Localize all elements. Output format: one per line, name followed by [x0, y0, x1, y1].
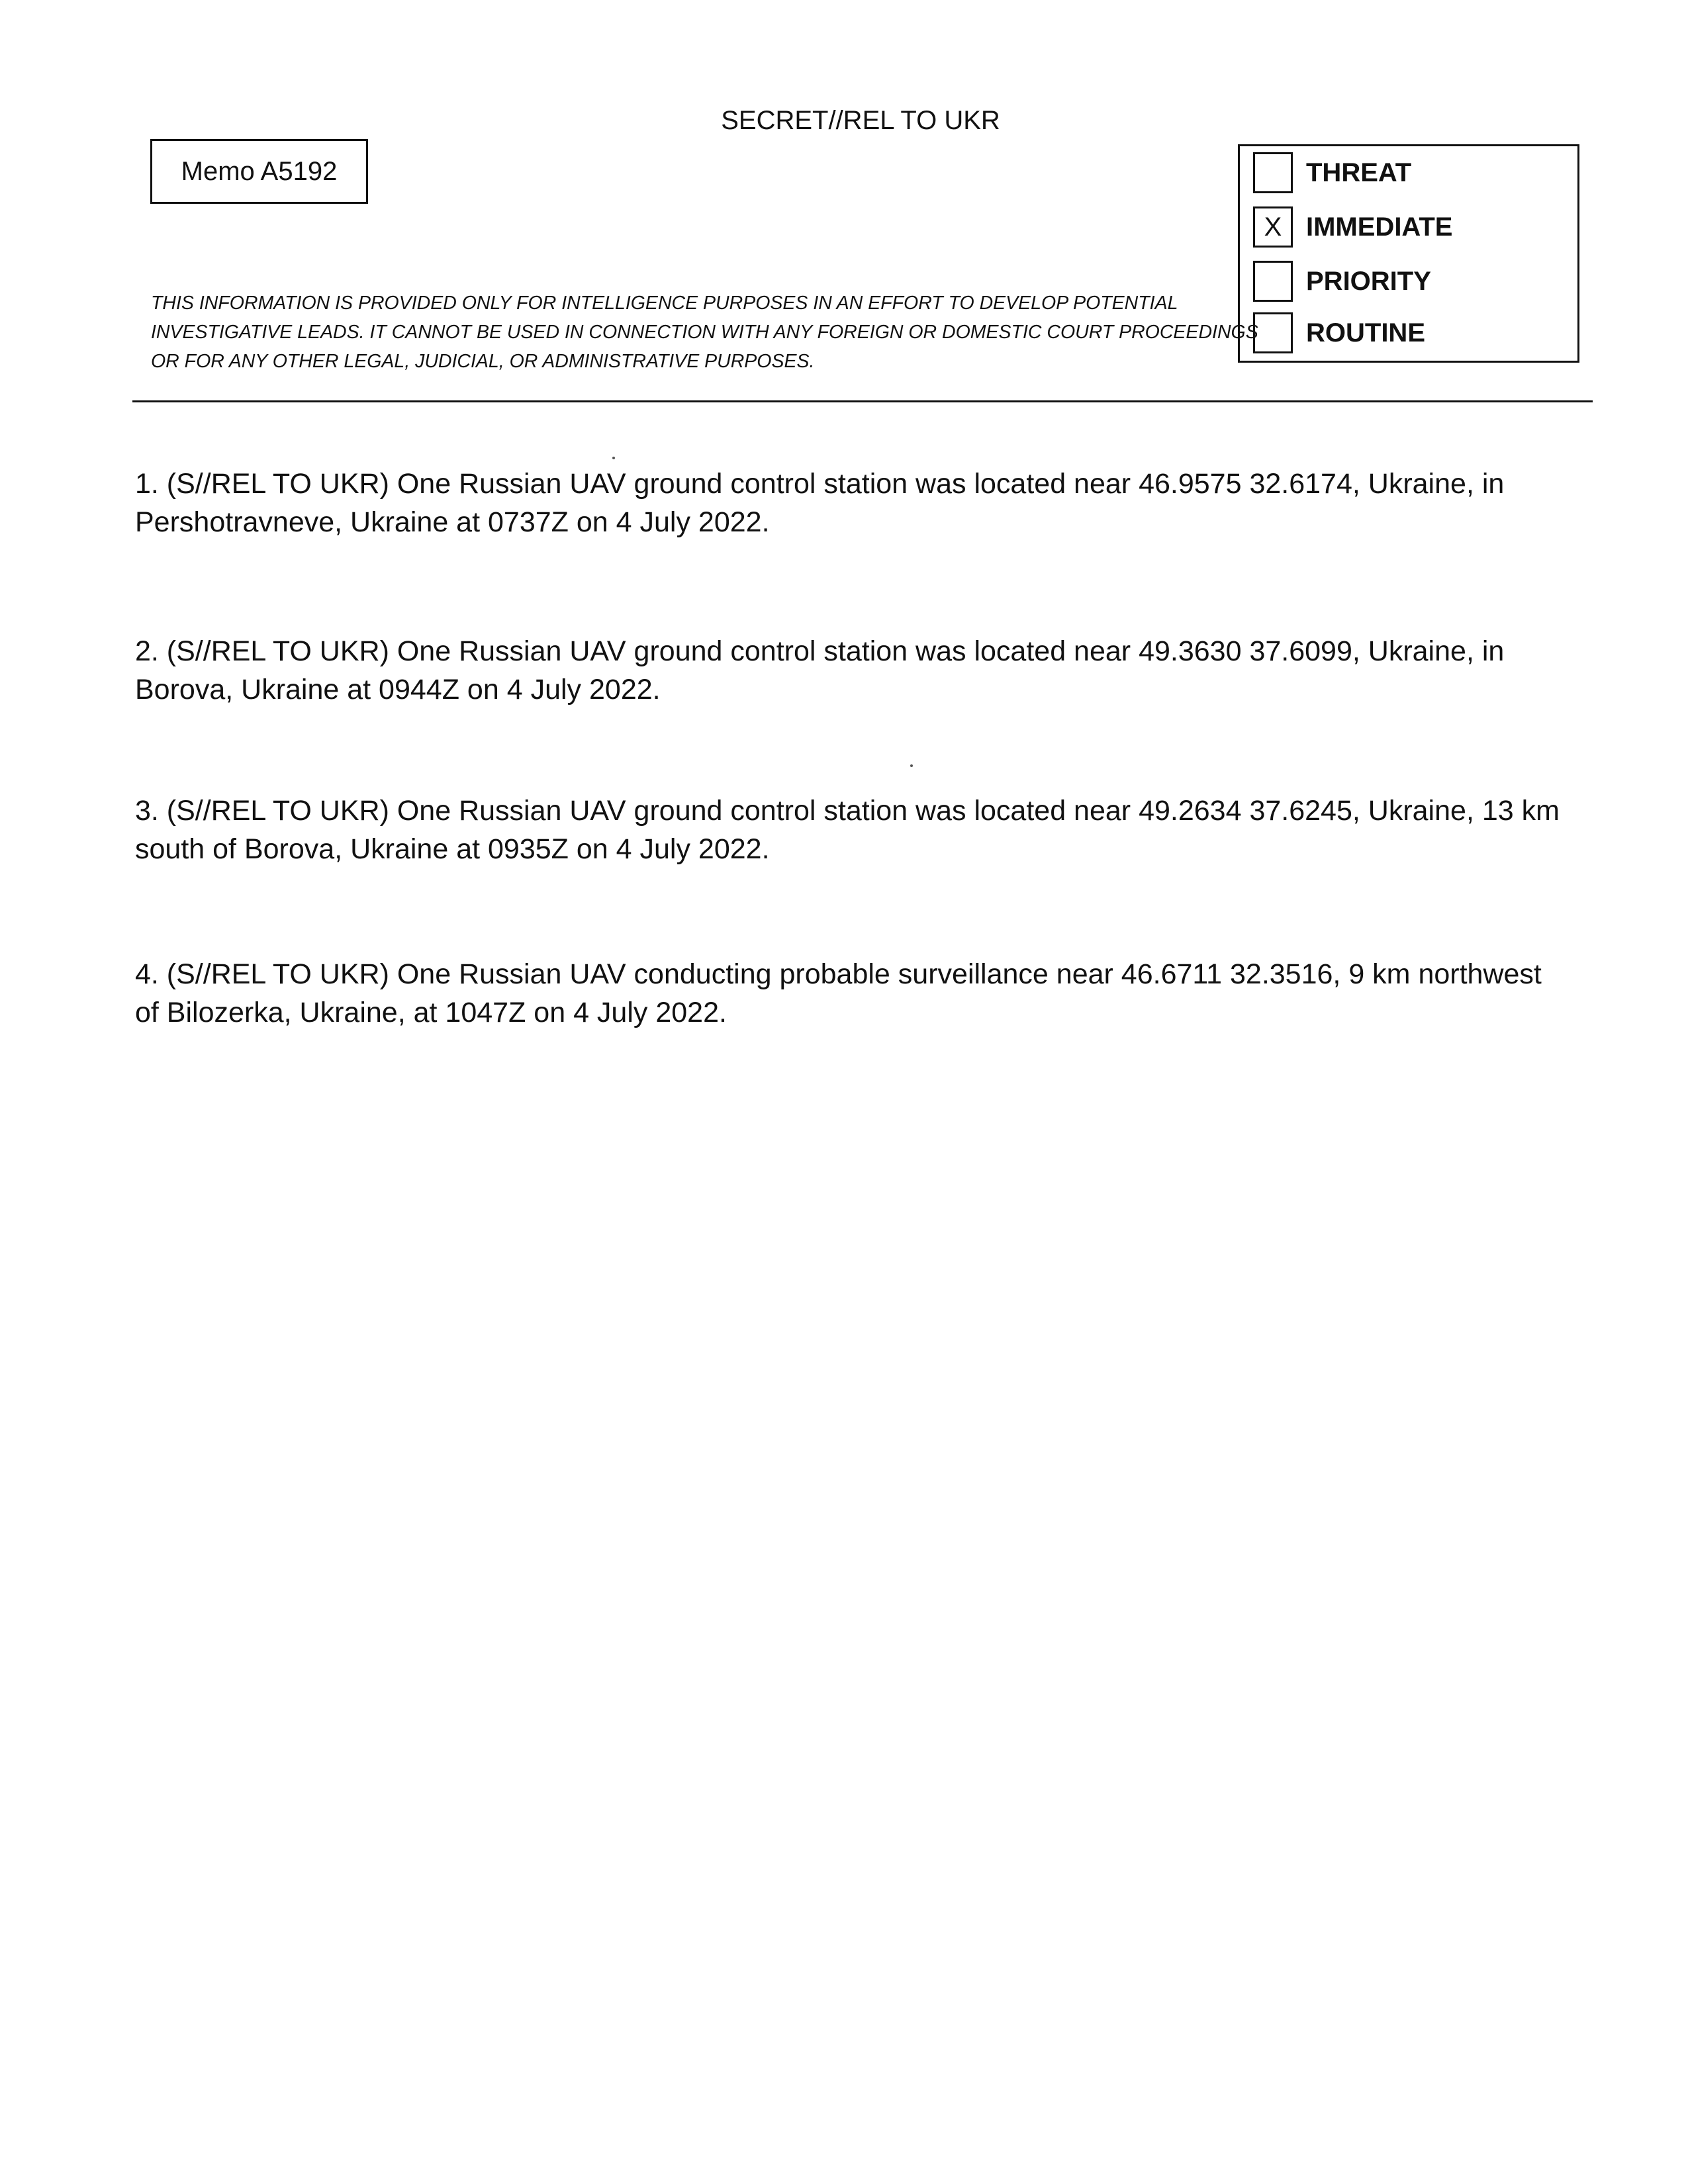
paragraph-line: of Bilozerka, Ukraine, at 1047Z on 4 July 2022. [135, 997, 727, 1028]
paragraph-line: 3. (S//REL TO UKR) One Russian UAV ground control station was located near 49.2634 37.6245, Ukraine, 13 km [135, 795, 1560, 827]
priority-checkbox[interactable] [1253, 261, 1293, 302]
disclaimer-line: THIS INFORMATION IS PROVIDED ONLY FOR INTELLIGENCE PURPOSES IN AN EFFORT TO DEVELOP POTENTIAL [151, 293, 1178, 314]
paragraph-line: Pershotravneve, Ukraine at 0737Z on 4 July 2022. [135, 506, 770, 538]
scan-speck [612, 457, 615, 459]
routine-label: ROUTINE [1306, 318, 1425, 347]
priority-label: PRIORITY [1306, 266, 1431, 296]
paragraph-line: 2. (S//REL TO UKR) One Russian UAV ground control station was located near 49.3630 37.6099, Ukraine, in [135, 635, 1505, 667]
threat-label: THREAT [1306, 158, 1412, 187]
immediate-checkbox[interactable]: X [1253, 206, 1293, 248]
threat-checkbox[interactable] [1253, 152, 1293, 193]
priority-row-immediate [1253, 206, 1452, 248]
paragraph-line: 4. (S//REL TO UKR) One Russian UAV conducting probable surveillance near 46.6711 32.3516, 9 km northwest [135, 958, 1542, 990]
priority-row-routine [1253, 312, 1425, 354]
routine-checkbox[interactable] [1253, 312, 1293, 353]
memo-id-box: Memo A5192 [150, 139, 368, 204]
scan-speck [910, 764, 913, 767]
priority-box [1238, 144, 1579, 363]
immediate-label: IMMEDIATE [1306, 212, 1453, 242]
disclaimer-line: OR FOR ANY OTHER LEGAL, JUDICIAL, OR ADMINISTRATIVE PURPOSES. [151, 351, 815, 372]
paragraph-line: Borova, Ukraine at 0944Z on 4 July 2022. [135, 674, 661, 705]
priority-row-threat [1253, 152, 1411, 194]
paragraph-line: 1. (S//REL TO UKR) One Russian UAV ground control station was located near 46.9575 32.6174, Ukraine, in [135, 468, 1505, 500]
disclaimer-line: INVESTIGATIVE LEADS. IT CANNOT BE USED IN CONNECTION WITH ANY FOREIGN OR DOMESTIC COURT PROCEEDINGS [151, 322, 1258, 343]
paragraph-2 [135, 632, 1565, 709]
paragraph-line: south of Borova, Ukraine at 0935Z on 4 July 2022. [135, 833, 770, 865]
paragraph-3 [135, 792, 1565, 868]
disclaimer [151, 289, 1258, 376]
paragraph-4 [135, 955, 1565, 1032]
priority-row-priority [1253, 260, 1431, 302]
paragraph-1 [135, 465, 1565, 541]
classification-marking: SECRET//REL TO UKR [721, 106, 1000, 135]
header-divider [132, 400, 1593, 402]
